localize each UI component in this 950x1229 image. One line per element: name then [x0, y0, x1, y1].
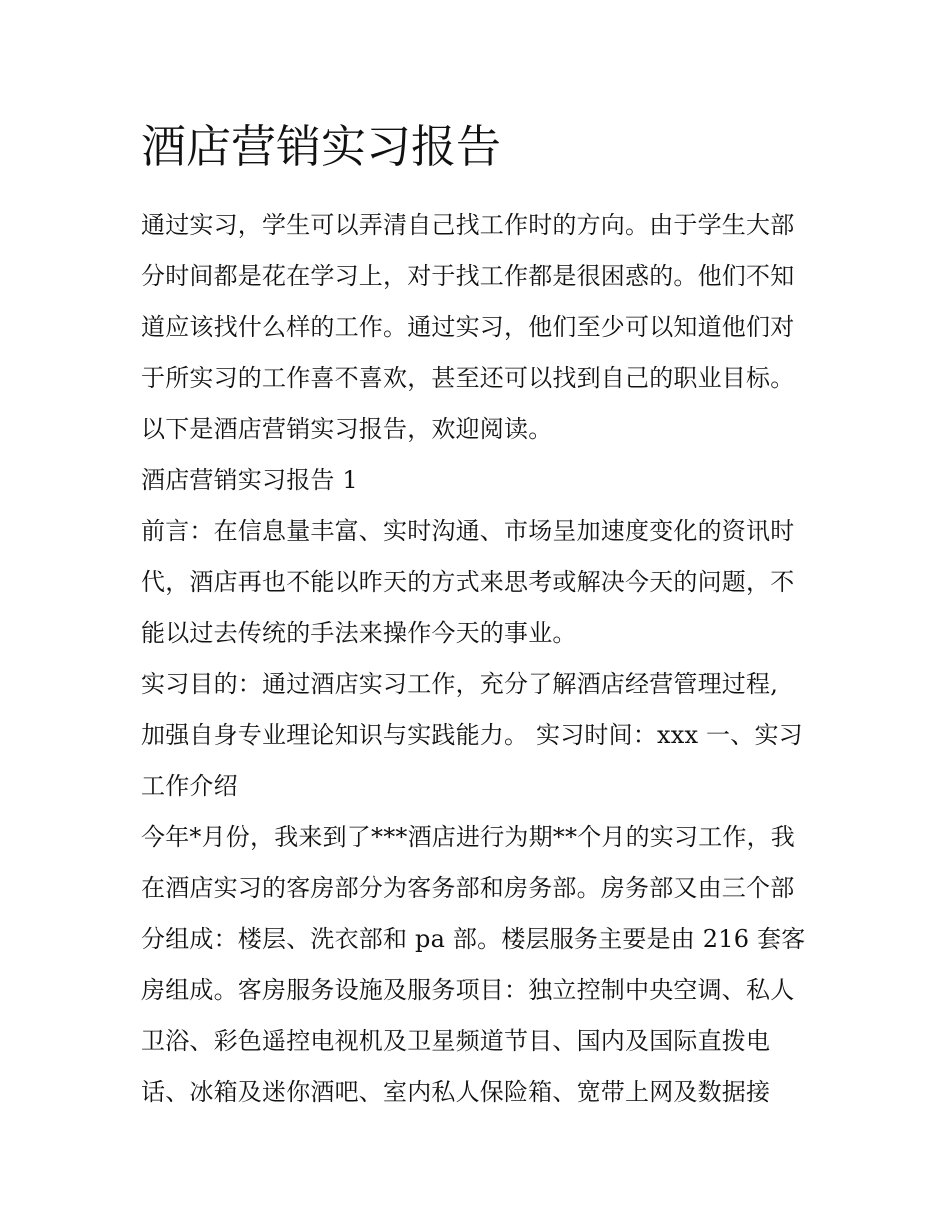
body-line: 卫浴、彩色遥控电视机及卫星频道节目、国内及国际直拨电 [141, 1027, 771, 1055]
section-heading: 酒店营销实习报告 1 [141, 466, 358, 494]
body-line: 前言：在信息量丰富、实时沟通、市场呈加速度变化的资讯时 [141, 517, 795, 545]
body-line: 道应该找什么样的工作。通过实习，他们至少可以知道他们对 [141, 313, 795, 341]
body-line: 工作介绍 [141, 772, 238, 800]
document-title: 酒店营销实习报告 [141, 120, 502, 173]
body-line: 实习目的：通过酒店实习工作，充分了解酒店经营管理过程, [141, 670, 779, 698]
body-line: 以下是酒店营销实习报告，欢迎阅读。 [141, 415, 553, 443]
body-line: 房组成。客房服务设施及服务项目：独立控制中央空调、私人 [141, 976, 795, 1004]
body-line: 能以过去传统的手法来操作今天的事业。 [141, 619, 577, 647]
body-line: 于所实习的工作喜不喜欢，甚至还可以找到自己的职业目标。 [141, 364, 795, 392]
body-line: 今年*月份，我来到了***酒店进行为期**个月的实习工作，我 [141, 823, 795, 851]
document-body [141, 114, 813, 1118]
body-line: 代，酒店再也不能以昨天的方式来思考或解决今天的问题，不 [141, 568, 795, 596]
body-line: 通过实习，学生可以弄清自己找工作时的方向。由于学生大部 [141, 211, 795, 239]
body-line: 分时间都是花在学习上，对于找工作都是很困惑的。他们不知 [141, 262, 795, 290]
body-line: 分组成：楼层、洗衣部和 pa 部。楼层服务主要是由 216 套客 [141, 925, 806, 953]
body-line: 话、冰箱及迷你酒吧、室内私人保险箱、宽带上网及数据接 [141, 1078, 771, 1106]
body-line: 在酒店实习的客房部分为客务部和房务部。房务部又由三个部 [141, 874, 795, 902]
body-line: 加强自身专业理论知识与实践能力。 实习时间：xxx 一、实习 [141, 721, 803, 749]
